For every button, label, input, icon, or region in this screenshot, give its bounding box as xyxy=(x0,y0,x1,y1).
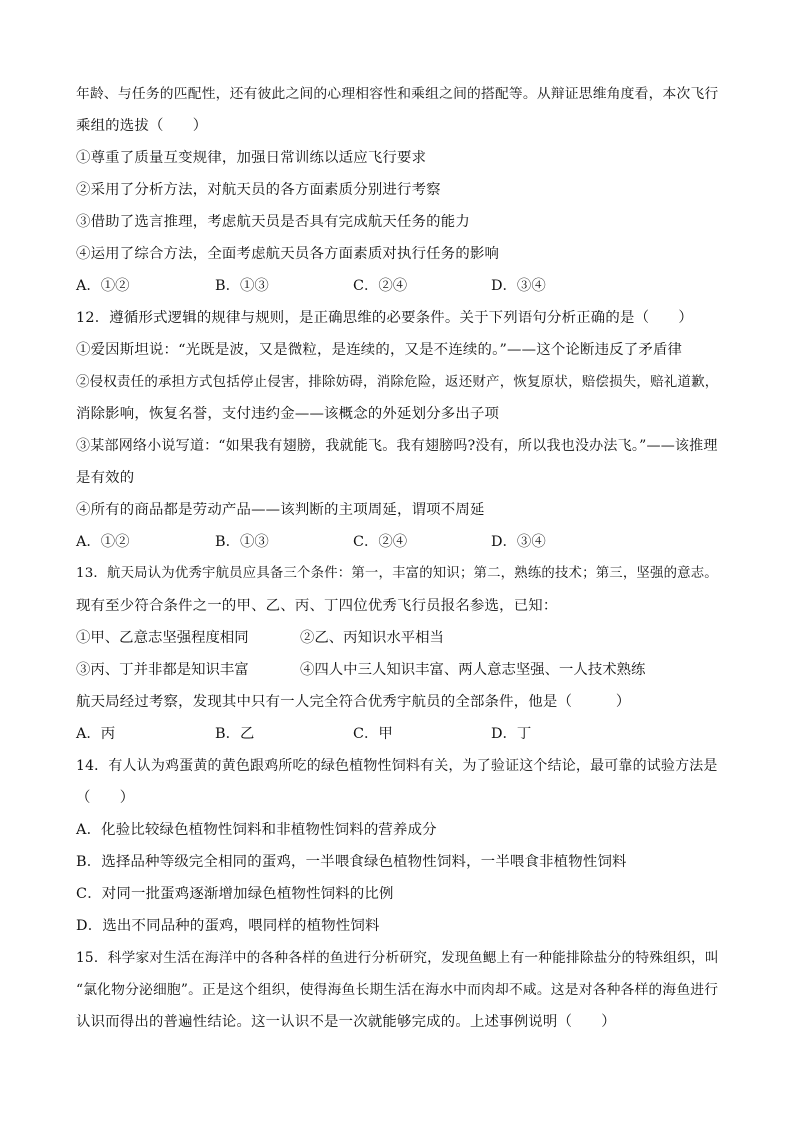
q12-item-4: ④所有的商品都是劳动产品——该判断的主项周延，谓项不周延 xyxy=(76,502,485,518)
q13-question: 航天局经过考察，发现其中只有一人完全符合优秀宇航员的全部条件，他是（ ） xyxy=(76,694,631,710)
q14-answer-paren: （ ） xyxy=(76,790,135,806)
q11-item-2: ②采用了分析方法，对航天员的各方面素质分别进行考察 xyxy=(76,182,441,198)
q12-option-b[interactable]: B．①③ xyxy=(215,534,269,550)
q13-condition-4: ④四人中三人知识丰富、两人意志坚强、一人技术熟练 xyxy=(300,662,646,678)
q11-option-b[interactable]: B．①③ xyxy=(215,278,269,294)
q12-item-2: ②侵权责任的承担方式包括停止侵害，排除妨碍，消除危险，返还财产，恢复原状，赔偿损失，赔礼道歉， xyxy=(76,374,719,390)
q11-stem-line-1: 年龄、与任务的匹配性，还有彼此之间的心理相容性和乘组之间的搭配等。从辩证思维角度看，本次飞行 xyxy=(76,86,719,102)
q11-option-d[interactable]: D．③④ xyxy=(491,278,546,294)
q13-condition-3: ③丙、丁并非都是知识丰富 xyxy=(76,662,249,678)
q11-item-4: ④运用了综合方法，全面考虑航天员各方面素质对执行任务的影响 xyxy=(76,246,500,262)
q12-option-a[interactable]: A．①② xyxy=(76,534,130,550)
q14-option-c[interactable]: C．对同一批蛋鸡逐渐增加绿色植物性饲料的比例 xyxy=(76,886,394,902)
q12-item-3-cont: 是有效的 xyxy=(76,470,135,486)
q11-option-c[interactable]: C．②④ xyxy=(353,278,408,294)
q13-option-d[interactable]: D．丁 xyxy=(491,726,532,742)
q13-option-c[interactable]: C．甲 xyxy=(353,726,393,742)
q12-item-2-cont: 消除影响，恢复名誉，支付违约金——该概念的外延划分多出子项 xyxy=(76,406,500,422)
q13-condition-1: ①甲、乙意志坚强程度相同 xyxy=(76,630,249,646)
q12-item-1: ①爱因斯坦说：“光既是波，又是微粒，是连续的，又是不连续的。”——这个论断违反了矛盾律 xyxy=(76,342,683,358)
q14-stem: 14．有人认为鸡蛋黄的黄色跟鸡所吃的绿色植物性饲料有关，为了验证这个结论，最可靠的试验方法是 xyxy=(76,758,718,774)
q12-option-d[interactable]: D．③④ xyxy=(491,534,546,550)
q14-option-d[interactable]: D．选出不同品种的蛋鸡，喂同样的植物性饲料 xyxy=(76,918,380,934)
q15-stem-line-2: “氯化物分泌细胞”。正是这个组织，使得海鱼长期生活在海水中而肉却不咸。这是对各种各样的海鱼进行 xyxy=(76,982,719,998)
q13-stem-line-1: 13．航天局认为优秀宇航员应具备三个条件：第一，丰富的知识；第二，熟练的技术；第三，坚强的意志。 xyxy=(76,566,718,581)
q15-stem-line-3: 认识而得出的普遍性结论。这一认识不是一次就能够完成的。上述事例说明（ ） xyxy=(76,1014,616,1030)
q11-stem-line-2: 乘组的选拔（ ） xyxy=(76,118,208,134)
q13-stem-line-2: 现有至少符合条件之一的甲、乙、丙、丁四位优秀飞行员报名参选，已知： xyxy=(76,598,558,614)
q13-option-b[interactable]: B．乙 xyxy=(215,726,255,742)
q11-option-a[interactable]: A．①② xyxy=(76,278,130,294)
q13-condition-2: ②乙、丙知识水平相当 xyxy=(300,630,444,646)
q15-stem-line-1: 15．科学家对生活在海洋中的各种各样的鱼进行分析研究，发现鱼鳃上有一种能排除盐分的特殊组织，叫 xyxy=(76,950,719,966)
q14-option-b[interactable]: B．选择品种等级完全相同的蛋鸡，一半喂食绿色植物性饲料，一半喂食非植物性饲料 xyxy=(76,854,627,870)
q11-item-1: ①尊重了质量互变规律，加强日常训练以适应飞行要求 xyxy=(76,150,427,166)
q14-option-a[interactable]: A．化验比较绿色植物性饲料和非植物性饲料的营养成分 xyxy=(76,822,437,838)
q12-stem: 12．遵循形式逻辑的规律与规则，是正确思维的必要条件。关于下列语句分析正确的是（ ） xyxy=(76,310,693,326)
q12-item-3: ③某部网络小说写道：“如果我有翅膀，我就能飞。我有翅膀吗?没有，所以我也没办法飞。”——该推理 xyxy=(76,438,718,454)
q13-option-a[interactable]: A．丙 xyxy=(76,726,116,742)
q11-item-3: ③借助了选言推理，考虑航天员是否具有完成航天任务的能力 xyxy=(76,214,470,230)
q12-option-c[interactable]: C．②④ xyxy=(353,534,408,550)
